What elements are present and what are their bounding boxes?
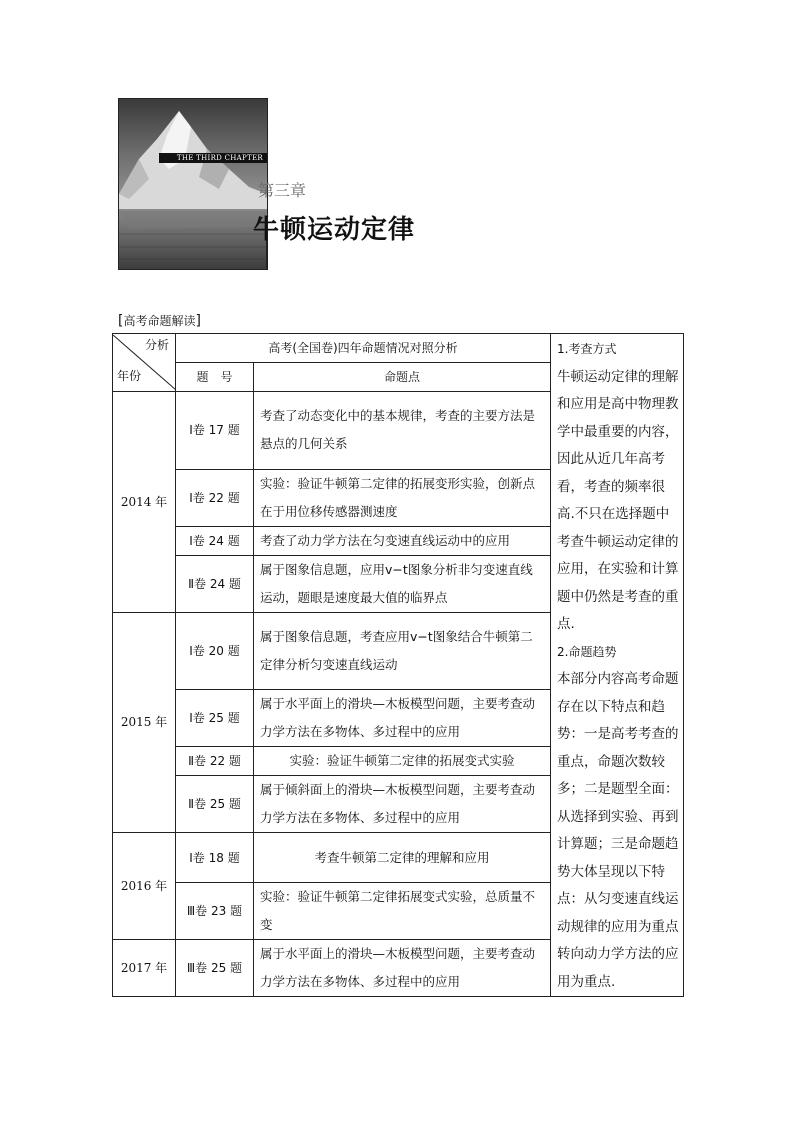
year-cell: 2017 年 <box>113 940 176 997</box>
table-main-header: 高考(全国卷)四年命题情况对照分析 <box>176 334 551 363</box>
question-cell: Ⅰ卷 22 题 <box>176 469 254 526</box>
question-cell: Ⅰ卷 25 题 <box>176 690 254 747</box>
point-cell: 实验：验证牛顿第二定律拓展变式实验，总质量不变 <box>254 883 551 940</box>
point-cell: 实验：验证牛顿第二定律的拓展变形实验，创新点在于用位移传感器测速度 <box>254 469 551 526</box>
chapter-title: 牛顿运动定律 <box>253 215 416 245</box>
side-text-1: 牛顿运动定律的理解和应用是高中物理教学中最重要的内容，因此从近几年高考看，考查的频率很高.不只在选择题中考查牛顿运动定律的应用，在实验和计算题中仍然是考查的重点. <box>557 368 679 632</box>
diag-bottom-label: 年份 <box>117 369 142 383</box>
diag-top-label: 分析 <box>144 338 169 352</box>
year-cell: 2014 年 <box>113 392 176 613</box>
section-label: [高考命题解读] <box>118 313 201 329</box>
question-cell: Ⅲ卷 25 题 <box>176 940 254 997</box>
point-cell: 属于倾斜面上的滑块—木板模型问题，主要考查动力学方法在多物体、多过程中的应用 <box>254 776 551 833</box>
iceberg-illustration <box>119 99 267 269</box>
question-cell: Ⅲ卷 23 题 <box>176 883 254 940</box>
point-cell: 属于图象信息题，应用v−t图象分析非匀变速直线运动，题眼是速度最大值的临界点 <box>254 555 551 612</box>
question-cell: Ⅱ卷 22 题 <box>176 747 254 776</box>
question-cell: Ⅱ卷 25 题 <box>176 776 254 833</box>
point-cell: 属于图象信息题，考查应用v−t图象结合牛顿第二定律分析匀变速直线运动 <box>254 612 551 690</box>
col-header-point: 命题点 <box>254 363 551 392</box>
question-cell: Ⅰ卷 18 题 <box>176 833 254 883</box>
question-cell: Ⅰ卷 20 题 <box>176 612 254 690</box>
year-cell: 2015 年 <box>113 612 176 833</box>
point-cell: 考查牛顿第二定律的理解和应用 <box>254 833 551 883</box>
question-cell: Ⅰ卷 17 题 <box>176 392 254 470</box>
question-cell: Ⅱ卷 24 题 <box>176 555 254 612</box>
year-cell: 2016 年 <box>113 833 176 940</box>
point-cell: 属于水平面上的滑块—木板模型问题，主要考查动力学方法在多物体、多过程中的应用 <box>254 940 551 997</box>
side-text-2: 本部分内容高考命题存在以下特点和趋势：一是高考考查的重点，命题次数较多；二是题型全面：从选择到实验、再到计算题；三是命题趋势大体呈现以下特点：从匀变速直线运动规律的应用为重点转向动力学方法的应用为重点. <box>557 671 679 990</box>
side-heading-2: 2.命题趋势 <box>557 644 617 659</box>
chapter-number: 第三章 <box>258 181 307 200</box>
diagonal-header-cell <box>113 334 176 392</box>
side-heading-1: 1.考查方式 <box>557 342 617 356</box>
point-cell: 实验：验证牛顿第二定律的拓展变式实验 <box>254 747 551 776</box>
question-cell: Ⅰ卷 24 题 <box>176 526 254 555</box>
side-notes <box>551 334 684 997</box>
cover-chapter-tag: THE THIRD CHAPTER <box>159 153 267 163</box>
section-label-text: 高考命题解读 <box>123 314 196 328</box>
chapter-cover-image <box>118 98 268 270</box>
exam-analysis-table <box>112 333 684 997</box>
point-cell: 属于水平面上的滑块—木板模型问题，主要考查动力学方法在多物体、多过程中的应用 <box>254 690 551 747</box>
point-cell: 考查了动态变化中的基本规律，考查的主要方法是悬点的几何关系 <box>254 392 551 470</box>
point-cell: 考查了动力学方法在匀变速直线运动中的应用 <box>254 526 551 555</box>
col-header-question: 题 号 <box>176 363 254 392</box>
